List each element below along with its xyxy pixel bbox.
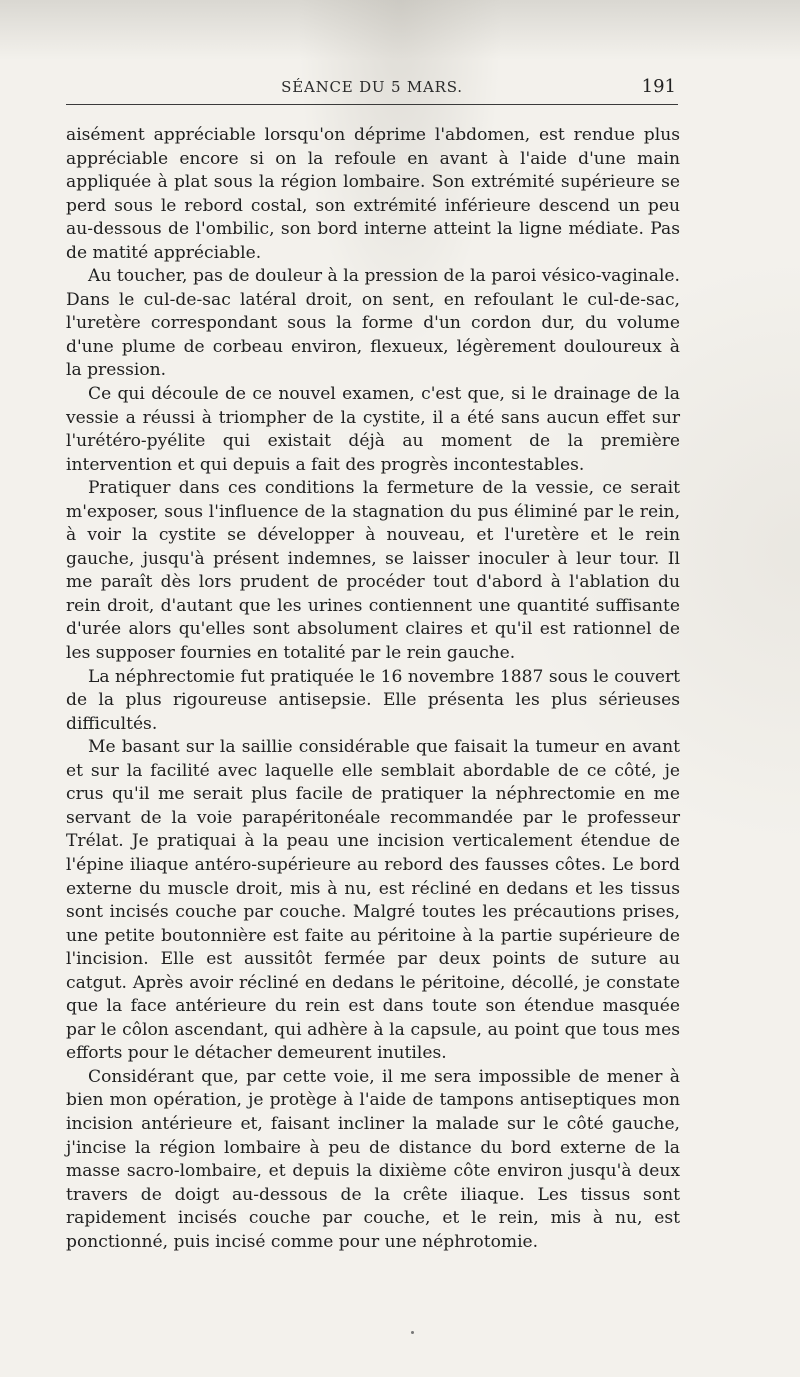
running-title: SÉANCE DU 5 MARS.: [281, 78, 463, 96]
paragraph: aisément appréciable lorsqu'on déprime l'abdomen, est rendue plus appréciable encore si on la refoule en avant à l'aide d'une main appliquée à plat sous la région lombaire. Son extrémité supérieure se perd sous le rebord costal, son extrémité inférieure descend un peu au-dessous de l'ombilic, son bord interne atteint la ligne médiate. Pas de matité appréciable.: [66, 125, 680, 263]
body-text: [66, 124, 680, 1254]
page-number: 191: [641, 76, 676, 97]
paragraph: Pratiquer dans ces conditions la fermeture de la vessie, ce serait m'exposer, sous l'influence de la stagnation du pus éliminé par le rein, à voir la cystite se développer à nouveau, et l'uretère et le rein gauche, jusqu'à présent indemnes, se laisser inoculer à leur tour. Il me paraît dès lors prudent de procéder tout d'abord à l'ablation du rein droit, d'autant que les urines contiennent une quantité suffisante d'urée alors qu'elles sont absolument claires et qu'il est rationnel de les supposer fournies en totalité par le rein gauche.: [66, 478, 680, 664]
paragraph: Au toucher, pas de douleur à la pression de la paroi vésico-vaginale. Dans le cul-de-sac latéral droit, on sent, en refoulant le cul-de-sac, l'uretère correspondant sous la forme d'un cordon dur, du volume d'une plume de corbeau environ, flexueux, légèrement douloureux à la pression.: [66, 266, 680, 381]
ink-speck: [411, 1331, 414, 1334]
page-top-shading: [0, 0, 800, 60]
running-header: [66, 74, 678, 105]
paragraph: Ce qui découle de ce nouvel examen, c'est que, si le drainage de la vessie a réussi à triompher de la cystite, il a été sans aucun effet sur l'urétéro-pyélite qui existait déjà au moment de la première intervention et qui depuis a fait des progrès incontestables.: [66, 384, 680, 475]
paragraph: Me basant sur la saillie considérable que faisait la tumeur en avant et sur la facilité avec laquelle elle semblait abordable de ce côté, je crus qu'il me serait plus facile de pratiquer la néphrectomie en me servant de la voie parapéritonéale recommandée par le professeur Trélat. Je pratiquai à la peau une incision verticalement étendue de l'épine iliaque antéro-supérieure au rebord des fausses côtes. Le bord externe du muscle droit, mis à nu, est récliné en dedans et les tissus sont incisés couche par couche. Malgré toutes les précautions prises, une petite boutonnière est faite au péritoine à la partie supérieure de l'incision. Elle est aussitôt fermée par deux points de suture au catgut. Après avoir récliné en dedans le péritoine, décollé, je constate que la face antérieure du rein est dans toute son étendue masquée par le côlon ascendant, qui adhère à la capsule, au point que tous mes efforts pour le détacher demeurent inutiles.: [66, 737, 680, 1064]
paragraph: La néphrectomie fut pratiquée le 16 novembre 1887 sous le couvert de la plus rigoureuse antisepsie. Elle présenta les plus sérieuses difficultés.: [66, 666, 680, 734]
paragraph: Considérant que, par cette voie, il me sera impossible de mener à bien mon opération, je protège à l'aide de tampons antiseptiques mon incision antérieure et, faisant incliner la malade sur le côté gauche, j'incise la région lombaire à peu de distance du bord externe de la masse sacro-lombaire, et depuis la dixième côte environ jusqu'à deux travers de doigt au-dessous de la crête iliaque. Les tissus sont rapidement incisés couche par couche, et le rein, mis à nu, est ponctionné, puis incisé comme pour une néphrotomie.: [66, 1066, 680, 1252]
